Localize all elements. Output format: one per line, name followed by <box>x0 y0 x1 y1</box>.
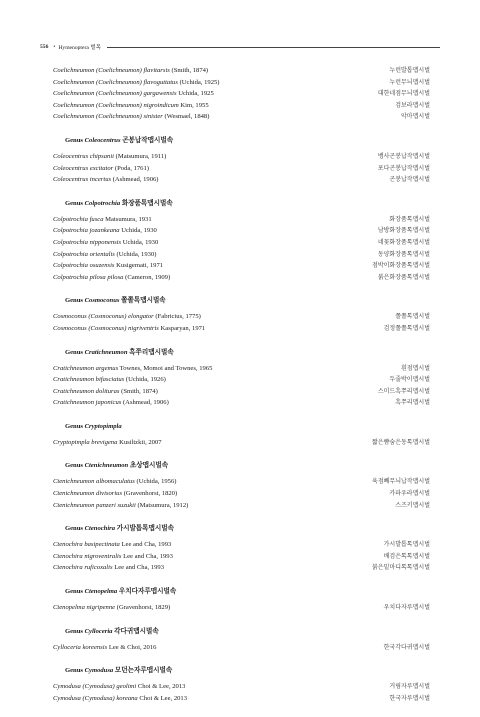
species-row <box>53 681 430 693</box>
genus-heading <box>65 627 430 637</box>
genus-section <box>53 422 430 449</box>
species-author: Choi & Lee, 2013 <box>137 683 186 691</box>
species-korean-name: 흰점맵시벌 <box>401 364 430 372</box>
species-scientific-name: Ctenochira basipectinata <box>53 541 120 549</box>
genus-section <box>53 296 430 334</box>
species-korean-name: 검정쫄쫄톡맵시벌 <box>383 324 430 332</box>
species-korean-name: 동양화장품톡맵시벌 <box>377 250 430 258</box>
genus-section <box>53 348 430 409</box>
species-scientific-name: Colpotrochia fusca <box>53 215 104 223</box>
genus-section <box>53 199 430 284</box>
species-korean-name: 남방화장품톡맵시벌 <box>377 227 430 235</box>
species-korean-name: 화장품톡맵시벌 <box>389 215 430 223</box>
genus-prefix: Genus <box>65 348 83 356</box>
species-entry <box>53 111 209 123</box>
genus-heading <box>65 422 430 432</box>
species-row <box>53 151 430 163</box>
species-author: (Matsumura, 1911) <box>115 152 167 160</box>
genus-korean-name: 모던는자루맵시벌속 <box>114 667 173 675</box>
genus-korean-name: 곤봉납작맵시벌속 <box>122 136 174 144</box>
species-author: Lee and Cha, 1993 <box>114 564 164 572</box>
species-author: (Gravenhorst, 1829) <box>116 604 171 612</box>
genus-prefix: Genus <box>65 199 83 207</box>
species-row <box>53 225 430 237</box>
species-korean-name: 카파우라맵시벌 <box>389 490 430 498</box>
species-row <box>53 397 430 409</box>
species-korean-name: 스미드흑쭈리맵시벌 <box>377 387 430 395</box>
species-scientific-name: Colpotrochia orientalis <box>53 250 115 258</box>
species-scientific-name: Coelichneumon (Coelichneumon) nigroindicum <box>53 101 179 109</box>
species-scientific-name: Colpotrochia osuzensis <box>53 262 115 270</box>
genus-name: Ctenochira <box>84 525 116 533</box>
species-scientific-name: Coleocentrus incertus <box>53 176 112 184</box>
species-scientific-name: Coleocentrus chipsanii <box>53 152 114 160</box>
genus-section <box>53 136 430 186</box>
species-entry <box>53 151 166 163</box>
species-scientific-name: Cratichneumon bifasciatus <box>53 376 125 384</box>
species-row <box>53 386 430 398</box>
species-row <box>53 500 430 512</box>
species-row <box>53 88 430 100</box>
species-scientific-name: Coelichneumon (Coelichneumon) flavoguttatus <box>53 78 178 86</box>
species-author: Uchida, 1930 <box>122 238 159 246</box>
genus-section <box>53 65 430 123</box>
species-entry <box>53 65 208 77</box>
species-author: Matsumura, 1931 <box>105 215 152 223</box>
species-korean-name: 누런발톱맵시벌 <box>389 67 430 74</box>
species-entry <box>53 237 158 249</box>
species-row <box>53 174 430 186</box>
species-korean-name: 육점빼무늬납작맵시벌 <box>372 478 430 486</box>
genus-prefix: Genus <box>65 136 83 144</box>
species-author: (Smith, 1874) <box>121 387 158 395</box>
species-scientific-name: Ctenichneumon divisorius <box>53 490 123 498</box>
genus-prefix: Genus <box>65 422 83 430</box>
species-author: (Smith, 1874) <box>171 67 209 74</box>
species-entry <box>53 602 170 614</box>
genus-prefix: Genus <box>65 667 83 675</box>
species-entry <box>53 693 187 705</box>
species-korean-name: 우치다자루맵시벌 <box>383 604 430 612</box>
species-scientific-name: Cymodusa (Cymodusa) koreana <box>53 694 138 702</box>
species-author: (Uchida, 1926) <box>125 376 166 384</box>
species-korean-name: 검보라맵시벌 <box>395 101 430 109</box>
species-scientific-name: Coleocentrus excitator <box>53 164 114 172</box>
species-korean-name: 흑쭈리맵시벌 <box>395 399 430 407</box>
species-author: (Ashmead, 1906) <box>122 399 169 407</box>
species-entry <box>53 323 205 335</box>
species-author: Lee & Choi, 2016 <box>108 643 157 651</box>
species-korean-name: 대한네점무늬맵시벌 <box>377 90 430 98</box>
species-entry <box>53 249 156 261</box>
species-row <box>53 374 430 386</box>
genus-heading <box>65 461 430 471</box>
species-author: (Gravenhorst, 1820) <box>123 490 178 498</box>
species-row <box>53 551 430 563</box>
header-separator: • <box>53 44 56 50</box>
genus-name: Cratichneumon <box>84 348 128 356</box>
species-author: Uchida, 1925 <box>178 90 214 98</box>
species-entry <box>53 363 212 375</box>
species-korean-name: 가시발톱톡맵시벌 <box>383 541 430 549</box>
species-korean-name: 한국자루맵시벌 <box>389 694 430 702</box>
species-entry <box>53 272 170 284</box>
genus-heading <box>65 199 430 209</box>
genus-name: Colpotrochia <box>84 199 121 207</box>
genus-section <box>53 627 430 654</box>
species-entry <box>53 214 152 226</box>
species-scientific-name: Ctenochira ruficoxalis <box>53 564 113 572</box>
species-entry <box>53 488 177 500</box>
species-entry <box>53 100 209 112</box>
species-row <box>53 488 430 500</box>
species-scientific-name: Ctenichneumon panzeri suzukii <box>53 501 136 509</box>
species-scientific-name: Coelichneumon (Coelichneumon) flavitarsis <box>53 67 170 74</box>
species-scientific-name: Cymodusa (Cymodusa) geolimi <box>53 683 137 691</box>
genus-section <box>53 524 430 574</box>
species-korean-name: 점박이화장품톡맵시벌 <box>372 262 430 270</box>
species-korean-name: 붉은화장품톡맵시벌 <box>377 273 430 281</box>
species-korean-name: 곤봉납작맵시벌 <box>389 176 430 184</box>
genus-name: Ctenopelma <box>84 588 118 596</box>
species-korean-name: 포다곤봉납작맵시벌 <box>377 164 430 172</box>
species-row <box>53 476 430 488</box>
species-author: (Matsumura, 1912) <box>137 501 189 509</box>
genus-prefix: Genus <box>65 588 83 596</box>
species-scientific-name: Colpotrochia jozankeana <box>53 227 120 235</box>
species-scientific-name: Ctenichneumon albomaculatus <box>53 478 135 486</box>
genus-name: Coleocentrus <box>84 136 121 144</box>
species-scientific-name: Cratichneumon japonicus <box>53 399 122 407</box>
species-row <box>53 437 430 449</box>
genus-heading <box>65 348 430 358</box>
species-author: (Ashmead, 1906) <box>112 176 159 184</box>
species-scientific-name: Cratichneumon dolituras <box>53 387 120 395</box>
genus-korean-name: 화장품톡맵시벌속 <box>121 199 173 207</box>
species-row <box>53 77 430 89</box>
species-entry <box>53 311 201 323</box>
species-korean-name: 쫄쫄톡맵시벌 <box>395 313 430 321</box>
genus-heading <box>65 296 430 306</box>
species-author: Lee and Cha, 1993 <box>121 541 172 549</box>
species-scientific-name: Coelichneumon (Coelichneumon) sinister <box>53 113 163 121</box>
species-author: (Uchida, 1925) <box>179 78 220 86</box>
genus-prefix: Genus <box>65 297 83 305</box>
genus-korean-name: 각다귀맵시벌속 <box>114 627 159 635</box>
species-author: (Poda, 1761) <box>114 164 149 172</box>
genus-section <box>53 666 430 704</box>
species-row <box>53 539 430 551</box>
species-entry <box>53 88 214 100</box>
species-scientific-name: Ctenopelma nigripenne <box>53 604 116 612</box>
genus-name: Cryptopimpla <box>84 422 122 430</box>
species-row <box>53 693 430 705</box>
species-row <box>53 363 430 375</box>
species-scientific-name: Ctenochira nigroventralis <box>53 552 122 560</box>
species-entry <box>53 77 219 89</box>
species-korean-name: 붉은밑마디톡톡맵시벌 <box>372 564 430 572</box>
genus-prefix: Genus <box>65 462 83 470</box>
genus-korean-name: 쫄쫄톡맵시벌속 <box>121 297 166 305</box>
species-row <box>53 163 430 175</box>
species-list <box>53 65 430 717</box>
species-row <box>53 562 430 574</box>
species-scientific-name: Cosmoconus (Cosmoconus) nigriventris <box>53 324 159 332</box>
species-entry <box>53 374 166 386</box>
species-entry <box>53 260 163 272</box>
species-author: Choi & Lee, 2013 <box>139 694 188 702</box>
species-entry <box>53 539 171 551</box>
species-author: (Cameron, 1909) <box>125 273 171 281</box>
species-entry <box>53 163 149 175</box>
species-entry <box>53 681 185 693</box>
species-korean-name: 거림자루맵시벌 <box>389 683 430 691</box>
genus-korean-name: 우치다자루맵시벌속 <box>118 588 177 596</box>
genus-heading <box>65 666 430 676</box>
species-entry <box>53 500 188 512</box>
species-korean-name: 뱅사곤봉납작맵시벌 <box>377 152 430 160</box>
species-entry <box>53 562 164 574</box>
species-korean-name: 두줄박이맵시벌 <box>389 376 430 384</box>
species-entry <box>53 551 173 563</box>
genus-name: Cylloceria <box>84 627 113 635</box>
genus-name: Ctenichneumon <box>84 462 129 470</box>
species-author: (Uchida, 1930) <box>116 250 157 258</box>
genus-heading <box>65 136 430 146</box>
species-row <box>53 272 430 284</box>
species-korean-name: 누런무늬맵시벌 <box>389 78 430 86</box>
genus-name: Cymodusa <box>84 667 114 675</box>
species-entry <box>53 225 157 237</box>
genus-prefix: Genus <box>65 627 83 635</box>
genus-name: Cosmoconus <box>84 297 120 305</box>
species-author: Kusiltzkii, 2007 <box>119 438 162 446</box>
section-title: Hymenoptera 벌목 <box>58 45 102 51</box>
species-row <box>53 111 430 123</box>
species-row <box>53 323 430 335</box>
species-author: Kasparyan, 1971 <box>160 324 206 332</box>
species-korean-name: 배검은톡톡맵시벌 <box>383 552 430 560</box>
species-author: Kusigemati, 1971 <box>116 262 164 270</box>
species-entry <box>53 437 162 449</box>
species-row <box>53 642 430 654</box>
species-author: Kim, 1955 <box>180 101 209 109</box>
species-scientific-name: Cosmoconus (Cosmoconus) elongator <box>53 313 154 321</box>
running-header <box>40 42 440 52</box>
species-author: (Fabricius, 1775) <box>155 313 201 321</box>
species-korean-name: 스즈키맵시벌 <box>395 501 430 509</box>
genus-prefix: Genus <box>65 525 83 533</box>
page-number: 556 <box>40 44 49 50</box>
genus-korean-name: 가시발톱톡맵시벌속 <box>116 525 175 533</box>
species-entry <box>53 386 158 398</box>
species-author: Lee and Cha, 1993 <box>123 552 173 560</box>
species-korean-name: 한국각다귀맵시벌 <box>383 643 430 651</box>
species-author: Townes, Momoi and Townes, 1965 <box>119 364 213 372</box>
species-author: (Wesmael, 1848) <box>164 113 210 121</box>
species-entry <box>53 476 176 488</box>
genus-section <box>53 461 430 511</box>
species-scientific-name: Cylloceria koreensis <box>53 643 108 651</box>
species-scientific-name: Colpotrochia pilosa pilosa <box>53 273 124 281</box>
species-row <box>53 249 430 261</box>
species-row <box>53 602 430 614</box>
genus-heading <box>65 587 430 597</box>
species-korean-name: 네꽃화장품톡맵시벌 <box>377 238 430 246</box>
species-korean-name: 짧은뺨숨은동톡맵시벌 <box>372 438 430 446</box>
species-entry <box>53 397 169 409</box>
species-row <box>53 311 430 323</box>
genus-korean-name: 초상맵시벌속 <box>129 462 169 470</box>
species-row <box>53 214 430 226</box>
species-author: (Uchida, 1956) <box>136 478 177 486</box>
species-scientific-name: Cryptopimpla brevigena <box>53 438 118 446</box>
species-scientific-name: Cratichneumon argemus <box>53 364 119 372</box>
species-korean-name: 악마맵시벌 <box>401 113 430 121</box>
species-row <box>53 260 430 272</box>
species-scientific-name: Coelichneumon (Coelichneumon) gargawensis <box>53 90 177 98</box>
species-author: Uchida, 1930 <box>121 227 157 235</box>
species-entry <box>53 642 156 654</box>
genus-heading <box>65 524 430 534</box>
species-row <box>53 100 430 112</box>
genus-korean-name: 흑쭈리맵시벌속 <box>129 348 174 356</box>
species-scientific-name: Colpotrochia nipponensis <box>53 238 122 246</box>
species-row <box>53 237 430 249</box>
species-entry <box>53 174 159 186</box>
header-rule <box>107 47 440 48</box>
genus-section <box>53 587 430 614</box>
species-row <box>53 65 430 77</box>
